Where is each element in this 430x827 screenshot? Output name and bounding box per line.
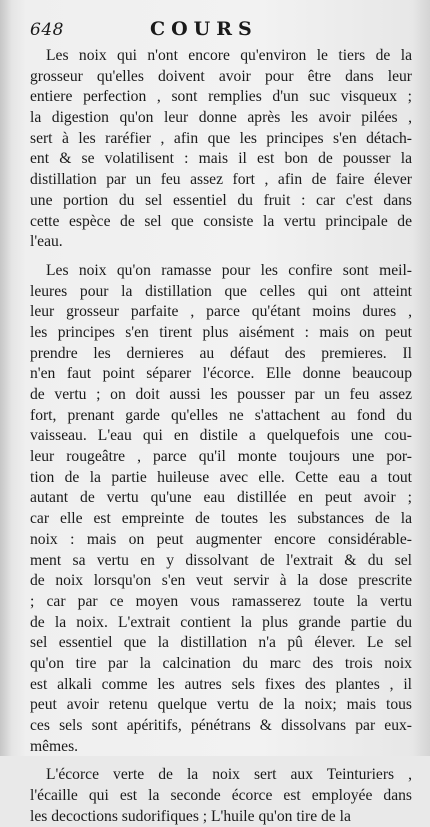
page-header	[0, 20, 430, 46]
text-line: de vertu ; on doit aussi les pousser par un feu assez	[30, 386, 412, 403]
text-line: distillation par un feu assez fort , afin de faire élever	[30, 171, 412, 189]
text-line: ent & se volatilisent : mais il est bon de pousser la	[30, 150, 412, 168]
text-line: vaisseau. L'eau qui en distile a quelquefois une cou-	[30, 427, 412, 445]
text-line: de la noix. L'extrait contient la plus grande partie du	[30, 613, 412, 631]
page-number: 648	[30, 20, 64, 40]
page-edge-shadow	[412, 0, 430, 756]
text-line: entiere perfection , sont remplies d'un suc visqueux ;	[30, 88, 412, 106]
text-line: grosseur qu'elles doivent avoir pour être dans leur	[30, 67, 412, 85]
paragraph-gap	[30, 253, 412, 261]
text-line: Les noix qui n'ont encore qu'environ le tiers de la	[46, 47, 412, 64]
running-head: COURS	[150, 18, 258, 40]
text-line: les decoctions sudorifiques ; L'huile qu'on tire de la	[30, 807, 351, 825]
text-line: une portion du sel essentiel du fruit : car c'est dans	[30, 191, 412, 209]
text-line: ment sa vertu en y dissolvant de l'extrait & du sel	[30, 551, 412, 569]
text-line: l'eau.	[30, 233, 63, 251]
text-line: les principes s'en tirent plus aisément : mais on peut	[30, 323, 412, 341]
paragraph	[30, 261, 412, 758]
text-line: la digestion qu'on leur donne après les avoir pilées ,	[30, 109, 412, 127]
text-line: Les noix qu'on ramasse pour les confire sont meil-	[46, 261, 412, 279]
text-line: tion de la partie huileuse avec elle. Cette eau a tout	[30, 468, 412, 486]
text-line: noix : mais on peut augmenter encore considérable-	[30, 530, 412, 548]
text-line: ces sels sont apéritifs, pénétrans & dissolvans par eux-	[30, 717, 412, 734]
text-line: prendre les dernieres au défaut des premieres. Il	[30, 344, 412, 362]
text-line: car elle est empreinte de toutes les substances de la	[30, 510, 412, 528]
page-gutter-shadow	[0, 0, 12, 756]
text-line: fort, prenant garde qu'elles ne s'attachent au fond du	[30, 406, 412, 424]
text-line: peut avoir retenu quelque vertu de la noix; mais tous	[30, 696, 412, 714]
text-line: mêmes.	[30, 737, 79, 755]
text-line: cette espèce de sel que consiste la vertu principale de	[30, 212, 412, 230]
text-line: leures pour la distillation que celles qui ont atteint	[30, 282, 412, 300]
text-line: de noix lorsqu'on s'en veut servir à la dose prescrite	[30, 572, 412, 590]
text-line: n'en faut point séparer l'écorce. Elle donne beaucoup	[30, 365, 412, 383]
body-text	[30, 46, 412, 827]
text-line: sert à les raréfier , afin que les principes s'en détach-	[30, 129, 412, 147]
paragraph	[30, 46, 412, 253]
text-line: L'écorce verte de la noix sert aux Teinturiers ,	[46, 766, 412, 784]
paragraph	[30, 765, 412, 827]
text-line: qu'on tire par la calcination du marc des trois noix	[30, 654, 412, 672]
text-line: autant de vertu qu'une eau distillée en peut avoir ;	[30, 489, 412, 507]
text-line: est alkali comme les autres sels fixes des plantes , il	[30, 675, 412, 693]
paragraph-gap	[30, 757, 412, 765]
text-line: l'écaille qui est la seconde écorce est employée dans	[30, 787, 412, 805]
text-line: leur grosseur parfaite , parce qu'étant moins dures ,	[30, 303, 412, 321]
text-line: sel essentiel que la distillation n'a pû élever. Le sel	[30, 634, 412, 652]
text-line: ; car par ce moyen vous ramasserez toute la vertu	[30, 592, 412, 610]
text-line: leur rougeâtre , parce qu'il monte toujours une por-	[30, 448, 412, 466]
